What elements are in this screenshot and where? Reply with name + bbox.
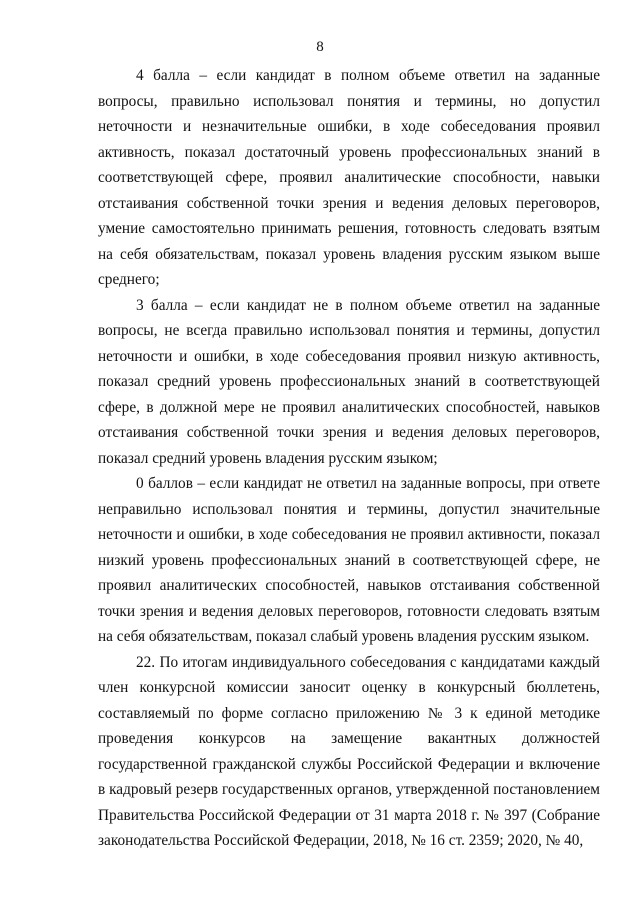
- document-body: [98, 63, 600, 854]
- paragraph-item-22: 22. По итогам индивидуального собеседования с кандидатами каждый член конкурсной комиссии заносит оценку в конкурсный бюллетень, составляемый по форме согласно приложению № 3 к единой методике проведения конкурсов на замещение вакантных должностей государственной гражданской службы Российской Федерации и включение в кадровый резерв государственных органов, утвержденной постановлением Правительства Российской Федерации от 31 марта 2018 г. № 397 (Собрание законодательства Российской Федерации, 2018, № 16 ст. 2359; 2020, № 40,: [98, 653, 600, 849]
- paragraph-score-4: 4 балла – если кандидат в полном объеме ответил на заданные вопросы, правильно использовал понятия и термины, но допустил неточности и незначительные ошибки, в ходе собеседования проявил активность, показал достаточный уровень профессиональных знаний в соответствующей сфере, проявил аналитические способности, навыки отстаивания собственной точки зрения и ведения деловых переговоров, умение самостоятельно принимать решения, готовность следовать взятым на себя обязательствам, показал уровень владения русским языком выше среднего;: [98, 67, 600, 288]
- page-number: 8: [316, 39, 324, 55]
- paragraph-score-0: 0 баллов – если кандидат не ответил на заданные вопросы, при ответе неправильно использовал понятия и термины, допустил значительные неточности и ошибки, в ходе собеседования не проявил активности, показал низкий уровень профессиональных знаний в соответствующей сфере, не проявил аналитических способностей, навыков отстаивания собственной точки зрения и ведения деловых переговоров, готовности следовать взятым на себя обязательствам, показал слабый уровень владения русским языком.: [98, 475, 600, 645]
- paragraph-score-3: 3 балла – если кандидат не в полном объеме ответил на заданные вопросы, не всегда правильно использовал понятия и термины, допустил неточности и ошибки, в ходе собеседования проявил низкую активность, показал средний уровень профессиональных знаний в соответствующей сфере, в должной мере не проявил аналитических способностей, навыков отстаивания собственной точки зрения и ведения деловых переговоров, показал средний уровень владения русским языком;: [98, 296, 600, 467]
